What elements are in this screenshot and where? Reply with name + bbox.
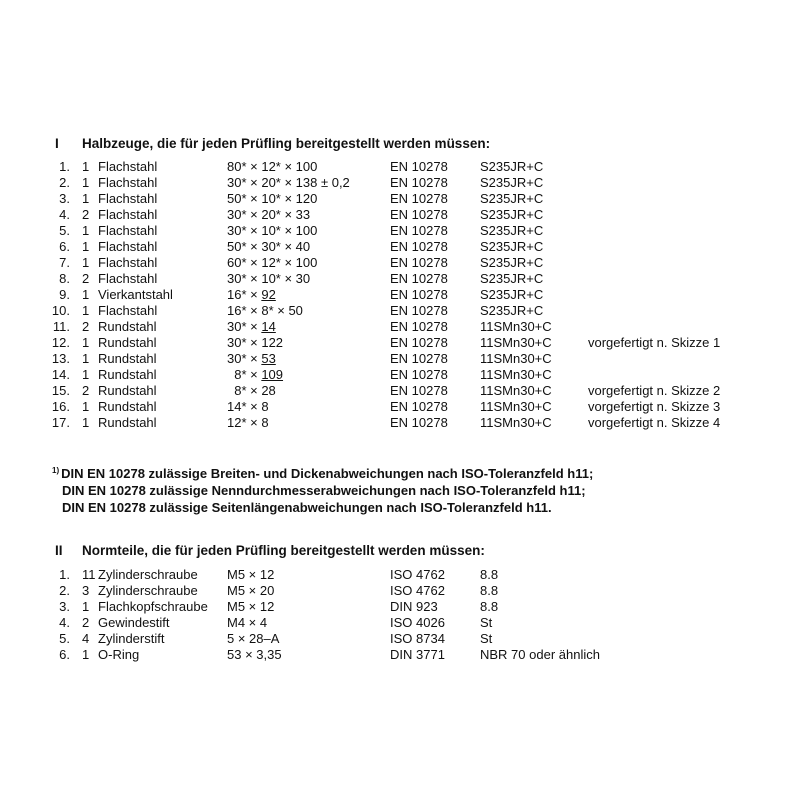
item-standard: EN 10278: [390, 319, 448, 334]
item-material: 11SMn30+C: [480, 399, 552, 414]
halbzeug-row: [0, 399, 800, 415]
item-material: S235JR+C: [480, 271, 544, 286]
normteil-row: [0, 567, 800, 583]
halbzeug-row: [0, 271, 800, 287]
item-standard: ISO 4762: [390, 583, 445, 598]
item-dimension-underlined: 53: [261, 351, 276, 366]
halbzeug-row: [0, 303, 800, 319]
item-number: 6.: [59, 239, 70, 254]
footnote-text-1: DIN EN 10278 zulässige Breiten- und Dickenabweichungen nach ISO-Toleranzfeld h11;: [61, 466, 594, 481]
item-dimensions: 16* × 92: [227, 287, 276, 302]
item-name: Zylinderstift: [98, 631, 165, 646]
item-standard: EN 10278: [390, 367, 448, 382]
item-material: S235JR+C: [480, 175, 544, 190]
item-name: Zylinderschraube: [98, 583, 198, 598]
item-name: Rundstahl: [98, 383, 157, 398]
item-dimension-underlined: 109: [261, 367, 284, 382]
item-standard: DIN 923: [390, 599, 438, 614]
item-dimensions: 14* × 8: [227, 399, 269, 414]
item-number: 14.: [51, 367, 70, 382]
item-standard: EN 10278: [390, 287, 448, 302]
item-dimensions: 8* × 28: [227, 383, 276, 398]
item-standard: EN 10278: [390, 303, 448, 318]
item-dimensions: 16* × 8* × 50: [227, 303, 303, 318]
item-name: Gewindestift: [98, 615, 170, 630]
item-quantity: 1: [82, 599, 90, 614]
item-quantity: 2: [82, 271, 90, 286]
item-number: 4.: [59, 615, 70, 630]
item-name: Rundstahl: [98, 367, 157, 382]
footnote-line-3: [52, 499, 593, 516]
item-quantity: 1: [82, 351, 90, 366]
item-number: 2.: [59, 175, 70, 190]
item-quantity: 11: [82, 567, 96, 582]
item-name: Vierkantstahl: [98, 287, 173, 302]
halbzeug-row: [0, 335, 800, 351]
halbzeug-row: [0, 351, 800, 367]
item-standard: EN 10278: [390, 415, 448, 430]
normteil-row: [0, 631, 800, 647]
halbzeug-row: [0, 415, 800, 431]
section-2-roman: II: [55, 543, 63, 558]
item-number: 17.: [51, 415, 70, 430]
item-quantity: 1: [82, 399, 90, 414]
item-dimensions: M5 × 12: [227, 567, 275, 582]
section-1-heading: [55, 136, 490, 152]
normteil-row: [0, 583, 800, 599]
halbzeug-row: [0, 319, 800, 335]
item-number: 11.: [52, 319, 70, 334]
item-quantity: 2: [82, 207, 90, 222]
item-quantity: 1: [82, 255, 90, 270]
item-name: Zylinderschraube: [98, 567, 198, 582]
item-number: 1.: [59, 567, 70, 582]
halbzeug-row: [0, 223, 800, 239]
item-quantity: 3: [82, 583, 90, 598]
footnote-block: [52, 462, 593, 516]
item-material: 11SMn30+C: [480, 415, 552, 430]
item-dimensions: 30* × 53: [227, 351, 276, 366]
item-material: St: [480, 631, 493, 646]
item-name: Flachstahl: [98, 207, 158, 222]
section-1-roman: I: [55, 136, 59, 151]
item-note: vorgefertigt n. Skizze 3: [588, 399, 721, 414]
item-number: 3.: [59, 191, 70, 206]
item-name: O-Ring: [98, 647, 140, 662]
item-standard: EN 10278: [390, 383, 448, 398]
item-standard: EN 10278: [390, 175, 448, 190]
halbzeug-row: [0, 191, 800, 207]
item-number: 2.: [59, 583, 70, 598]
normteil-row: [0, 647, 800, 663]
item-quantity: 2: [82, 615, 90, 630]
item-note: vorgefertigt n. Skizze 1: [588, 335, 721, 350]
halbzeug-row: [0, 367, 800, 383]
item-number: 7.: [59, 255, 70, 270]
item-quantity: 1: [82, 367, 90, 382]
item-material: 8.8: [480, 567, 499, 582]
item-name: Rundstahl: [98, 415, 157, 430]
item-dimensions: 30* × 10* × 100: [227, 223, 318, 238]
halbzeug-row: [0, 207, 800, 223]
item-standard: EN 10278: [390, 335, 448, 350]
footnote-line-1: [52, 462, 593, 482]
item-quantity: 1: [82, 335, 90, 350]
item-dimension-underlined: 14: [261, 319, 276, 334]
item-number: 10.: [51, 303, 70, 318]
halbzeuge-list: [0, 159, 800, 431]
item-name: Flachstahl: [98, 175, 158, 190]
item-name: Flachstahl: [98, 159, 158, 174]
item-standard: EN 10278: [390, 207, 448, 222]
item-dimensions: 50* × 10* × 120: [227, 191, 318, 206]
item-dimensions: M5 × 20: [227, 583, 275, 598]
item-dimensions: 30* × 10* × 30: [227, 271, 311, 286]
normteil-row: [0, 615, 800, 631]
item-dimension-underlined: 92: [261, 287, 276, 302]
item-standard: EN 10278: [390, 399, 448, 414]
footnote-text-3: DIN EN 10278 zulässige Seitenlängenabweichungen nach ISO-Toleranzfeld h11.: [62, 500, 552, 515]
item-standard: EN 10278: [390, 271, 448, 286]
item-material: 11SMn30+C: [480, 335, 552, 350]
item-dimensions: 60* × 12* × 100: [227, 255, 318, 270]
item-material: S235JR+C: [480, 287, 544, 302]
item-quantity: 1: [82, 159, 90, 174]
item-dimensions: 30* × 20* × 138 ± 0,2: [227, 175, 350, 190]
halbzeug-row: [0, 255, 800, 271]
item-number: 8.: [59, 271, 70, 286]
halbzeug-row: [0, 159, 800, 175]
item-dimensions: 30* × 20* × 33: [227, 207, 311, 222]
item-name: Flachkopfschraube: [98, 599, 208, 614]
item-name: Flachstahl: [98, 191, 158, 206]
item-dimensions: M5 × 12: [227, 599, 275, 614]
item-name: Flachstahl: [98, 303, 158, 318]
section-1-title: Halbzeuge, die für jeden Prüfling bereitgestellt werden müssen:: [82, 136, 491, 151]
section-2-title: Normteile, die für jeden Prüfling bereitgestellt werden müssen:: [82, 543, 485, 558]
item-standard: EN 10278: [390, 255, 448, 270]
item-number: 16.: [51, 399, 70, 414]
item-standard: EN 10278: [390, 191, 448, 206]
item-standard: ISO 8734: [390, 631, 445, 646]
item-material: 8.8: [480, 599, 499, 614]
halbzeug-row: [0, 383, 800, 399]
item-material: 11SMn30+C: [480, 351, 552, 366]
item-standard: ISO 4762: [390, 567, 445, 582]
item-material: S235JR+C: [480, 191, 544, 206]
item-number: 1.: [59, 159, 70, 174]
halbzeug-row: [0, 175, 800, 191]
item-name: Flachstahl: [98, 223, 158, 238]
item-standard: EN 10278: [390, 239, 448, 254]
item-standard: ISO 4026: [390, 615, 445, 630]
item-standard: EN 10278: [390, 351, 448, 366]
item-number: 9.: [59, 287, 70, 302]
item-dimensions: 53 × 3,35: [227, 647, 282, 662]
footnote-line-2: [52, 482, 593, 499]
item-material: S235JR+C: [480, 239, 544, 254]
item-quantity: 1: [82, 647, 90, 662]
normteil-row: [0, 599, 800, 615]
item-number: 13.: [51, 351, 70, 366]
item-material: St: [480, 615, 493, 630]
item-material: 11SMn30+C: [480, 367, 552, 382]
item-material: 11SMn30+C: [480, 383, 552, 398]
item-quantity: 1: [82, 287, 90, 302]
footnote-marker: 1): [52, 466, 60, 475]
section-2-heading: [55, 543, 485, 559]
item-quantity: 4: [82, 631, 90, 646]
item-name: Rundstahl: [98, 319, 157, 334]
item-dimensions: M4 × 4: [227, 615, 268, 630]
item-number: 4.: [59, 207, 70, 222]
item-dimensions: 8* × 109: [227, 367, 284, 382]
item-name: Flachstahl: [98, 239, 158, 254]
item-number: 15.: [51, 383, 70, 398]
item-name: Flachstahl: [98, 271, 158, 286]
item-standard: DIN 3771: [390, 647, 445, 662]
item-number: 12.: [51, 335, 70, 350]
item-material: 11SMn30+C: [480, 319, 552, 334]
item-quantity: 2: [82, 319, 90, 334]
item-standard: EN 10278: [390, 159, 448, 174]
item-note: vorgefertigt n. Skizze 2: [588, 383, 721, 398]
item-dimensions: 30* × 14: [227, 319, 276, 334]
item-dimensions: 50* × 30* × 40: [227, 239, 311, 254]
item-material: S235JR+C: [480, 255, 544, 270]
item-quantity: 2: [82, 383, 90, 398]
item-dimensions: 5 × 28–A: [227, 631, 280, 646]
item-name: Rundstahl: [98, 399, 157, 414]
item-quantity: 1: [82, 191, 90, 206]
item-material: S235JR+C: [480, 159, 544, 174]
item-quantity: 1: [82, 223, 90, 238]
item-number: 3.: [59, 599, 70, 614]
item-name: Flachstahl: [98, 255, 158, 270]
item-quantity: 1: [82, 175, 90, 190]
item-dimensions: 80* × 12* × 100: [227, 159, 318, 174]
item-material: 8.8: [480, 583, 499, 598]
item-name: Rundstahl: [98, 335, 157, 350]
item-note: vorgefertigt n. Skizze 4: [588, 415, 721, 430]
item-quantity: 1: [82, 415, 90, 430]
halbzeug-row: [0, 287, 800, 303]
normteile-list: [0, 567, 800, 663]
item-material: S235JR+C: [480, 223, 544, 238]
item-quantity: 1: [82, 239, 90, 254]
item-material: S235JR+C: [480, 303, 544, 318]
item-material: NBR 70 oder ähnlich: [480, 647, 600, 662]
item-dimensions: 12* × 8: [227, 415, 269, 430]
halbzeug-row: [0, 239, 800, 255]
item-standard: EN 10278: [390, 223, 448, 238]
item-number: 6.: [59, 647, 70, 662]
footnote-text-2: DIN EN 10278 zulässige Nenndurchmesserabweichungen nach ISO-Toleranzfeld h11;: [62, 483, 586, 498]
item-name: Rundstahl: [98, 351, 157, 366]
item-material: S235JR+C: [480, 207, 544, 222]
item-number: 5.: [59, 631, 70, 646]
item-number: 5.: [59, 223, 70, 238]
item-dimensions: 30* × 122: [227, 335, 284, 350]
item-quantity: 1: [82, 303, 90, 318]
